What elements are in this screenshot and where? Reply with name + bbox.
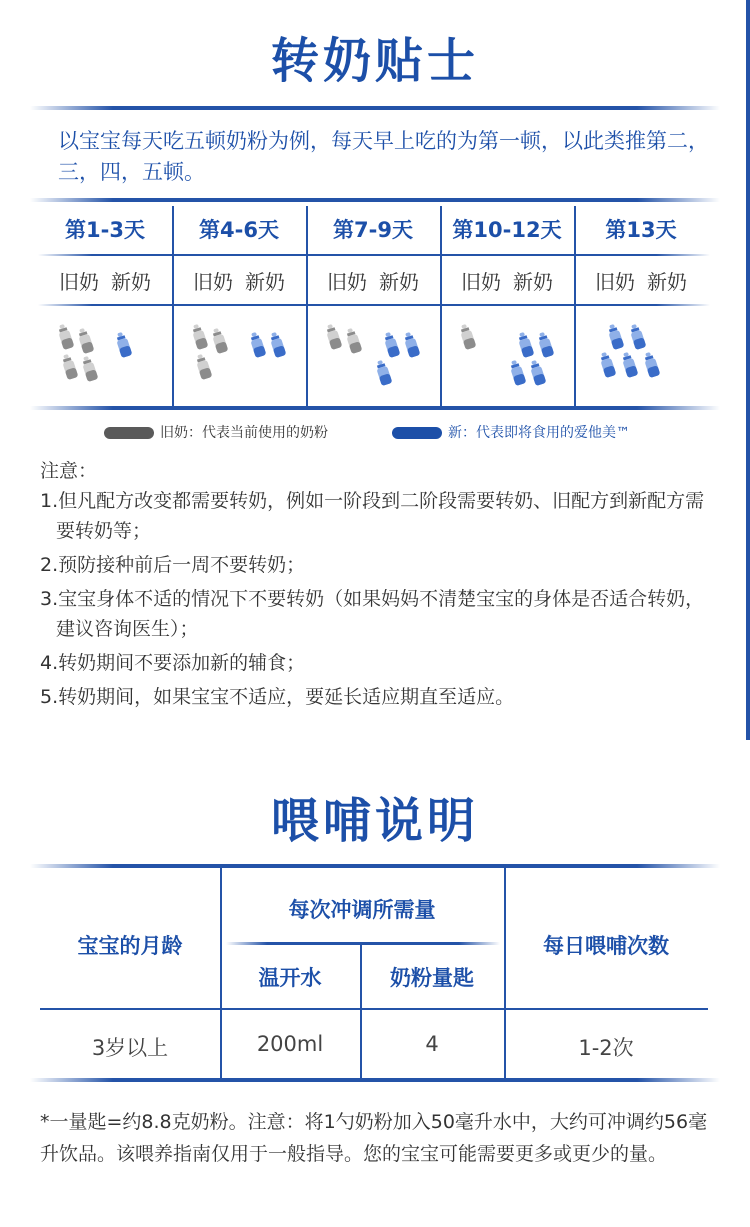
feeding-table-bottom-line [30, 1078, 720, 1082]
milk-type-labels [440, 266, 574, 295]
new-milk-bottle-icon [380, 330, 402, 359]
grid-bottom-line [30, 406, 720, 410]
grid-column-divider [574, 206, 576, 406]
new-milk-label: 新奶 [245, 270, 285, 294]
right-edge-bar [746, 0, 750, 740]
new-milk-bottle-icon [514, 330, 536, 359]
header-times: 每日喂哺次数 [543, 934, 669, 958]
new-milk-bottle-icon [400, 330, 422, 359]
schedule-day-label: 第7-9天 [333, 218, 413, 242]
new-milk-bottle-icon [506, 358, 528, 387]
value-times: 1-2次 [578, 1036, 634, 1060]
old-milk-legend-swatch [104, 427, 154, 439]
new-milk-bottle-icon [112, 330, 134, 359]
new-milk-label: 新奶 [111, 270, 151, 294]
table-divider [226, 942, 500, 945]
new-milk-bottle-icon [626, 322, 648, 351]
schedule-column [172, 206, 306, 406]
value-scoops: 4 [425, 1032, 439, 1056]
new-milk-bottle-icon [526, 358, 548, 387]
old-milk-label: 旧奶 [193, 270, 233, 294]
old-milk-label: 旧奶 [461, 270, 501, 294]
note-item: 5.转奶期间，如果宝宝不适应，要延长适应期直至适应。 [40, 686, 515, 708]
bottle-group [440, 314, 574, 394]
new-milk-bottle-icon [596, 350, 618, 379]
old-milk-legend-text: 旧奶：代表当前使用的奶粉 [160, 425, 328, 441]
grid-column-divider [306, 206, 308, 406]
grid-column-divider [172, 206, 174, 406]
old-milk-bottle-icon [192, 352, 214, 381]
old-milk-bottle-icon [54, 322, 76, 351]
header-water: 温开水 [258, 966, 322, 990]
schedule-column [440, 206, 574, 406]
new-milk-label: 新奶 [513, 270, 553, 294]
value-water: 200ml [256, 1032, 324, 1056]
new-milk-bottle-icon [372, 358, 394, 387]
schedule-column [574, 206, 708, 406]
old-milk-bottle-icon [456, 322, 478, 351]
feeding-table [40, 866, 708, 1078]
old-milk-bottle-icon [74, 326, 96, 355]
note-item: 2.预防接种前后一周不要转奶； [40, 554, 306, 576]
schedule-day-label: 第1-3天 [65, 218, 145, 242]
transition-notes [40, 456, 720, 716]
transition-schedule-grid [38, 206, 710, 406]
notes-title: 注意： [40, 460, 98, 482]
feeding-title: 喂哺说明 [270, 793, 479, 849]
old-milk-bottle-icon [188, 322, 210, 351]
grid-top-line [30, 198, 720, 202]
transition-intro: 以宝宝每天吃五顿奶粉为例，每天早上吃的为第一顿，以此类推第二，三，四，五顿。 [58, 129, 709, 184]
table-divider [40, 1008, 708, 1010]
schedule-day-label: 第10-12天 [452, 218, 562, 242]
new-milk-label: 新奶 [647, 270, 687, 294]
grid-column-divider [440, 206, 442, 406]
new-milk-bottle-icon [640, 350, 662, 379]
new-milk-bottle-icon [534, 330, 556, 359]
old-milk-bottle-icon [342, 326, 364, 355]
new-milk-bottle-icon [266, 330, 288, 359]
schedule-column [306, 206, 440, 406]
old-milk-bottle-icon [322, 322, 344, 351]
value-age: 3岁以上 [91, 1036, 169, 1060]
old-milk-bottle-icon [78, 354, 100, 383]
schedule-day-label: 第4-6天 [199, 218, 279, 242]
new-milk-bottle-icon [246, 330, 268, 359]
new-milk-label: 新奶 [379, 270, 419, 294]
bottle-group [172, 314, 306, 394]
old-milk-bottle-icon [58, 352, 80, 381]
header-amount: 每次冲调所需量 [288, 898, 436, 922]
bottle-group [38, 314, 172, 394]
note-item: 4.转奶期间不要添加新的辅食； [40, 652, 306, 674]
schedule-day-label: 第13天 [605, 218, 677, 242]
milk-type-labels [38, 266, 172, 295]
header-scoops: 奶粉量匙 [390, 966, 474, 990]
old-milk-label: 旧奶 [59, 270, 99, 294]
header-age: 宝宝的月龄 [77, 934, 183, 958]
bottle-group [574, 314, 708, 394]
new-milk-bottle-icon [618, 350, 640, 379]
milk-type-labels [306, 266, 440, 295]
old-milk-bottle-icon [208, 326, 230, 355]
new-milk-legend-swatch [392, 427, 442, 439]
note-item: 3.宝宝身体不适的情况下不要转奶（如果妈妈不清楚宝宝的身体是否适合转奶，建议咨询医生）； [40, 588, 705, 640]
title-divider [30, 106, 720, 110]
new-milk-legend-text: 新：代表即将食用的爱他美™ [448, 425, 630, 441]
new-milk-bottle-icon [604, 322, 626, 351]
schedule-column [38, 206, 172, 406]
old-milk-label: 旧奶 [327, 270, 367, 294]
transition-title: 转奶贴士 [270, 33, 479, 89]
milk-type-labels [574, 266, 708, 295]
old-milk-label: 旧奶 [595, 270, 635, 294]
note-item: 1.但凡配方改变都需要转奶，例如一阶段到二阶段需要转奶、旧配方到新配方需要转奶等； [40, 490, 705, 542]
notes-list [40, 486, 720, 712]
feeding-footnote: *一量匙=约8.8克奶粉。注意：将1勺奶粉加入50毫升水中，大约可冲调约56毫升饮品。该喂养指南仅用于一般指导。您的宝宝可能需要更多或更少的量。 [40, 1111, 708, 1165]
bottle-group [306, 314, 440, 394]
milk-type-labels [172, 266, 306, 295]
